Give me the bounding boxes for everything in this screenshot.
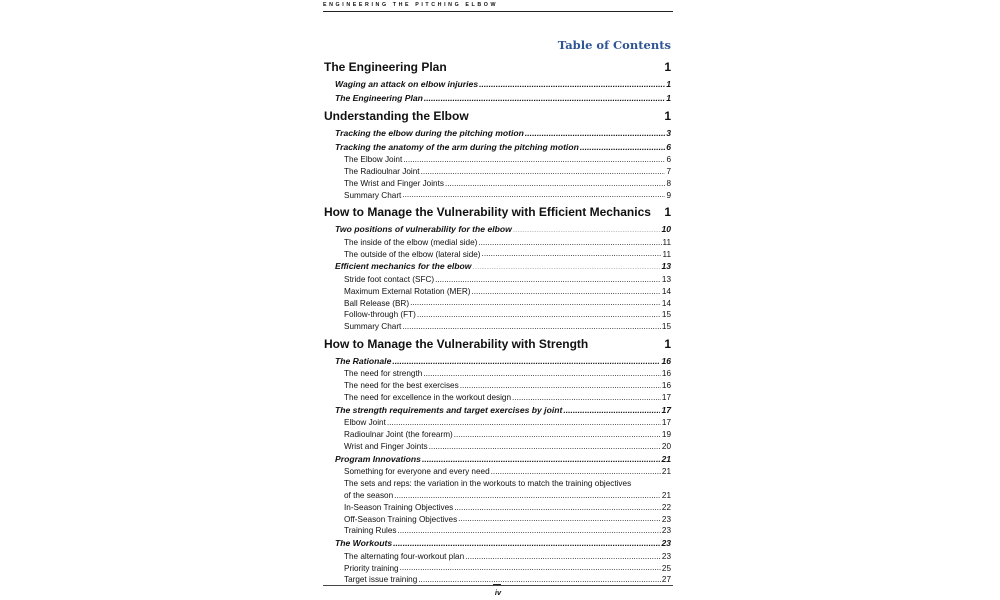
toc-entry-title: Ball Release (BR) [344, 298, 410, 308]
toc-entry-page: 11 [662, 249, 671, 259]
toc-entry-page: 17 [661, 404, 671, 415]
dot-leader [428, 441, 661, 449]
dot-leader [401, 321, 661, 329]
toc-entry-title: Something for everyone and every need [344, 467, 490, 477]
dot-leader [471, 261, 660, 270]
toc-entry-page: 15 [661, 310, 671, 320]
toc-entry-level-3[interactable] [323, 248, 673, 260]
dot-leader [481, 248, 662, 256]
toc-entry-page: 1 [664, 109, 671, 123]
toc-entry-level-2[interactable] [323, 223, 673, 237]
toc-entry-title: Tracking the anatomy of the arm during the pitching motion [335, 141, 579, 152]
dot-leader [386, 417, 661, 425]
dot-leader [579, 141, 665, 150]
toc-entry-title: The Engineering Plan [324, 60, 447, 74]
dot-leader [416, 309, 661, 317]
toc-entry-title: How to Manage the Vulnerability with Efficient Mechanics [324, 205, 651, 220]
toc-entry-level-2[interactable] [323, 404, 673, 418]
header-rule [323, 11, 673, 12]
toc-entry-page: 6 [666, 141, 671, 152]
dot-leader [421, 453, 660, 462]
toc-entry-page: 13 [661, 274, 671, 284]
dot-leader [409, 297, 661, 305]
toc-entry-title: The Rationale [335, 355, 392, 366]
toc-entry-page: 23 [661, 514, 671, 524]
toc-entry-level-3[interactable] [323, 178, 673, 190]
toc-entry-title: Waging an attack on elbow injuries [335, 79, 479, 89]
toc-entry-page: 21 [661, 453, 671, 464]
toc-entry-level-3[interactable] [323, 441, 673, 453]
dot-leader [470, 286, 660, 294]
toc-entry-title: The strength requirements and target exercises by joint [335, 404, 563, 415]
dot-leader [478, 78, 665, 87]
dot-leader [464, 551, 661, 559]
toc-entry-level-3[interactable] [323, 417, 673, 429]
toc-entry-page: 3 [666, 128, 671, 138]
toc-entry-title: In-Season Training Objectives [344, 502, 454, 512]
dot-leader [401, 189, 665, 197]
toc-entry-title: Tracking the elbow during the pitching motion [335, 128, 524, 138]
toc-entry-level-1[interactable] [323, 56, 673, 78]
toc-entry-title: Elbow Joint [344, 418, 386, 428]
toc-entry-page: 1 [666, 79, 671, 89]
toc-entry-level-1[interactable] [323, 201, 673, 223]
dot-leader [453, 502, 661, 510]
toc-entry-page: 1 [664, 336, 671, 351]
toc-entry-title: The Workouts [335, 538, 393, 549]
dot-leader [434, 274, 661, 282]
toc-entry-level-2[interactable] [323, 78, 673, 92]
dot-leader [444, 178, 665, 186]
toc-entry-title: Summary Chart [344, 322, 402, 332]
toc-entry-level-3[interactable] [323, 380, 673, 392]
toc-entry-title: How to Manage the Vulnerability with Strength [324, 336, 589, 351]
toc-entry-title: Radioulnar Joint (the forearm) [344, 430, 453, 440]
toc-entry-page: 17 [661, 418, 671, 428]
toc-entry-title: Training Rules [344, 526, 397, 536]
toc-entry-title: The Radioulnar Joint [344, 166, 420, 176]
toc-entry-level-3[interactable] [323, 513, 673, 525]
toc-entry-title: The inside of the elbow (medial side) [344, 237, 478, 247]
toc-entry-page: 23 [661, 526, 671, 536]
toc-entry-page: 17 [661, 393, 671, 403]
toc-entry-level-3[interactable] [323, 392, 673, 404]
toc-entry[interactable] [323, 478, 673, 502]
toc-entry-level-3[interactable] [323, 237, 673, 249]
toc-entry-level-2[interactable] [323, 141, 673, 155]
toc-entry-level-2[interactable] [323, 355, 673, 369]
toc-entry-page: 23 [661, 538, 671, 549]
dot-leader [422, 368, 661, 376]
dot-leader [392, 537, 660, 546]
toc-entry-level-2[interactable] [323, 127, 673, 141]
toc-entry-page: 1 [664, 205, 671, 220]
toc-entry-level-2[interactable] [323, 92, 673, 106]
toc-entry-page: 21 [661, 490, 671, 500]
toc-entry-page: 15 [661, 322, 671, 332]
toc-entry-title: Stride foot contact (SFC) [344, 274, 435, 284]
dot-leader [651, 204, 663, 216]
toc-entry-level-3[interactable] [323, 154, 673, 166]
toc-entry-title: The need for the best exercises [344, 381, 459, 391]
toc-entry-title-line2: of the season [344, 490, 394, 500]
dot-leader [469, 108, 664, 120]
toc-entry-level-3[interactable] [323, 297, 673, 309]
toc-entry-title: The need for excellence in the workout design [344, 393, 512, 403]
dot-leader [490, 466, 661, 474]
toc-entry-level-3[interactable] [323, 309, 673, 321]
document-page [323, 0, 673, 600]
dot-leader [447, 59, 664, 71]
dot-leader [391, 355, 660, 364]
toc-entry-page: 25 [661, 563, 671, 573]
dot-leader [457, 513, 661, 521]
dot-leader [399, 562, 661, 570]
toc-entry-page: 14 [661, 298, 671, 308]
toc-entry-page: 20 [661, 441, 671, 451]
page-number: iv [494, 588, 502, 597]
toc-entry-page: 22 [661, 502, 671, 512]
toc-entry-level-3[interactable] [323, 429, 673, 441]
toc-entry-level-3[interactable] [323, 274, 673, 286]
toc-entry-level-2[interactable] [323, 260, 673, 274]
dot-leader [417, 574, 661, 582]
toc-entry-level-3[interactable] [323, 551, 673, 563]
toc-entry-title: Understanding the Elbow [324, 109, 469, 123]
toc-entry-title: The Wrist and Finger Joints [344, 178, 444, 188]
dot-leader [524, 127, 665, 136]
dot-leader [396, 525, 660, 533]
toc-entry-page: 23 [661, 551, 671, 561]
dot-leader [512, 224, 661, 233]
toc-entry-title: Follow-through (FT) [344, 310, 416, 320]
toc-entry-level-3[interactable] [323, 525, 673, 537]
toc-entry-page: 6 [666, 155, 671, 165]
toc-entry-page: 13 [661, 261, 671, 272]
toc-entry-title: The outside of the elbow (lateral side) [344, 249, 481, 259]
toc-entry-level-3[interactable] [323, 321, 673, 333]
toc-entry-page: 16 [661, 355, 671, 366]
toc-entry-page: 10 [661, 224, 671, 235]
toc-entry-title: Priority training [344, 563, 399, 573]
dot-leader [420, 166, 666, 174]
toc-entry-page: 1 [666, 92, 671, 103]
toc-entry-title: The need for strength [344, 369, 423, 379]
toc-entry-level-3[interactable] [323, 466, 673, 478]
footer-rule [323, 585, 673, 586]
toc-entry-level-3[interactable] [323, 166, 673, 178]
toc-entry-page: 14 [661, 286, 671, 296]
toc-entry-page: 27 [661, 575, 671, 585]
toc-entry-title: Efficient mechanics for the elbow [335, 261, 472, 272]
toc-entry-page: 7 [666, 166, 671, 176]
toc-entry-title: Maximum External Rotation (MER) [344, 286, 471, 296]
toc-entry-level-1[interactable] [323, 333, 673, 355]
toc-entry-title-line1: The sets and reps: the variation in the workouts to match the training objectives [344, 478, 632, 488]
toc-entry-level-3[interactable] [323, 368, 673, 380]
toc-entry-title: Target issue training [344, 575, 418, 585]
toc-entry-page: 16 [661, 369, 671, 379]
toc-entry-title: Off-Season Training Objectives [344, 514, 458, 524]
toc-entry-title: Wrist and Finger Joints [344, 441, 428, 451]
toc-entry-page: 19 [661, 430, 671, 440]
toc-entry-level-3[interactable] [323, 562, 673, 574]
toc-entry-title: The alternating four-workout plan [344, 551, 465, 561]
toc-title: Table of Contents [557, 38, 671, 52]
running-header: ENGINEERING THE PITCHING ELBOW [323, 2, 499, 8]
toc-entry-title: Two positions of vulnerability for the elbow [335, 224, 512, 235]
dot-leader [453, 429, 661, 437]
toc-entry-title: Summary Chart [344, 190, 402, 200]
dot-leader [402, 154, 665, 162]
toc-entry-page: 9 [666, 190, 671, 200]
toc-entry-title: Program Innovations [335, 453, 421, 464]
toc-entry-level-2[interactable] [323, 537, 673, 551]
dot-leader [562, 404, 660, 413]
toc-entry-level-1[interactable] [323, 105, 673, 127]
toc-entry-title: The Engineering Plan [335, 92, 423, 103]
toc-entry-page: 16 [661, 381, 671, 391]
toc-entry-level-2[interactable] [323, 453, 673, 467]
dot-leader [393, 490, 661, 498]
toc-entry-level-3[interactable] [323, 189, 673, 201]
dot-leader [423, 92, 665, 101]
dot-leader [459, 380, 661, 388]
toc-entry-level-3[interactable] [323, 286, 673, 298]
toc-entry-level-3[interactable] [323, 502, 673, 514]
toc-entry-page: 21 [661, 467, 671, 477]
dot-leader [477, 237, 661, 245]
toc-entry-page: 8 [666, 178, 671, 188]
toc-entry-title: The Elbow Joint [344, 155, 403, 165]
dot-leader [588, 336, 663, 348]
table-of-contents [323, 56, 673, 586]
dot-leader [511, 392, 661, 400]
toc-entry-page: 1 [664, 60, 671, 74]
toc-entry-page: 11 [662, 237, 671, 247]
